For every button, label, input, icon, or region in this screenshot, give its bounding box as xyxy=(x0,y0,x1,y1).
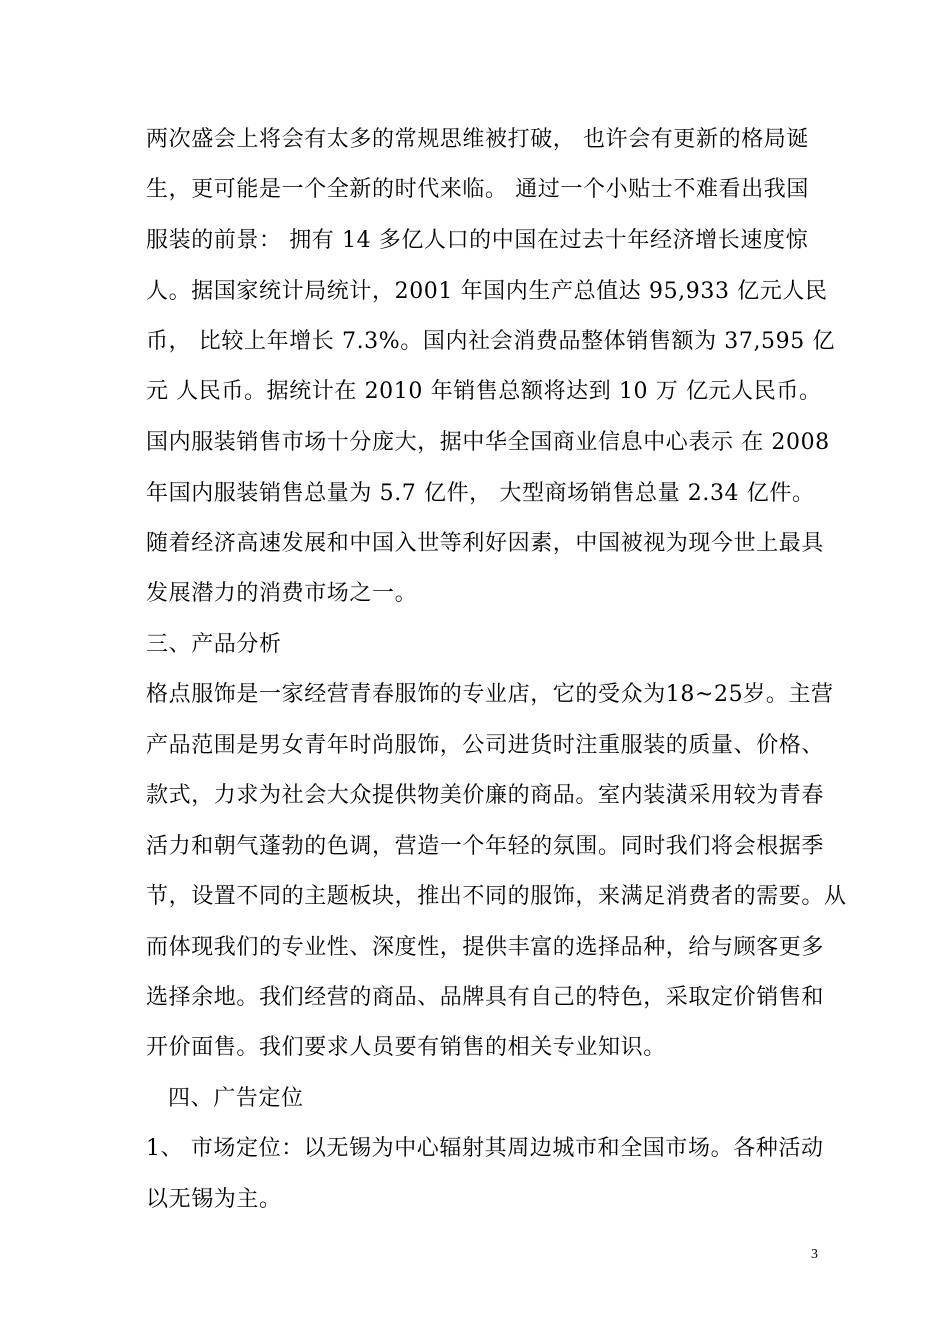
page-number: 3 xyxy=(811,1247,818,1262)
paragraph-line: 开价面售。我们要求人员要有销售的相关专业知识。 xyxy=(146,1035,666,1060)
paragraph-line: 产品范围是男女青年时尚服饰，公司进货时注重服装的质量、价格、 xyxy=(146,733,825,758)
paragraph-line: 随着经济高速发展和中国入世等利好因素，中国被视为现今世上最具 xyxy=(146,531,825,556)
paragraph-line: 以无锡为主。 xyxy=(146,1187,282,1212)
paragraph-line: 款式，力求为社会大众提供物美价廉的商品。室内装潢采用较为青春 xyxy=(146,783,825,808)
paragraph-line: 选择余地。我们经营的商品、品牌具有自己的特色，采取定价销售和 xyxy=(146,985,825,1010)
paragraph-line: 元 人民币。据统计在 2010 年销售总额将达到 10 万 亿元人民币。 xyxy=(146,379,822,404)
paragraph-line: 节，设置不同的主题板块，推出不同的服饰，来满足消费者的需要。从 xyxy=(146,884,847,909)
paragraph-line: 格点服饰是一家经营青春服饰的专业店，它的受众为18~25岁。主营 xyxy=(146,682,834,707)
paragraph-line: 币， 比较上年增长 7.3%。国内社会消费品整体销售额为 37,595 亿 xyxy=(146,329,836,354)
paragraph-line: 人。据国家统计局统计，2001 年国内生产总值达 95,933 亿元人民 xyxy=(146,279,828,304)
section-heading-ad-positioning: 四、广告定位 xyxy=(168,1086,304,1111)
paragraph-line: 年国内服装销售总量为 5.7 亿件， 大型商场销售总量 2.34 亿件。 xyxy=(146,481,815,506)
paragraph-line: 活力和朝气蓬勃的色调，营造一个年轻的氛围。同时我们将会根据季 xyxy=(146,834,825,859)
paragraph-line: 服装的前景： 拥有 14 多亿人口的中国在过去十年经济增长速度惊 xyxy=(146,228,809,253)
paragraph-line: 1、 市场定位：以无锡为中心辐射其周边城市和全国市场。各种活动 xyxy=(146,1136,824,1161)
paragraph-line: 国内服装销售市场十分庞大，据中华全国商业信息中心表示 在 2008 xyxy=(146,430,830,455)
paragraph-line: 而体现我们的专业性、深度性，提供丰富的选择品种，给与顾客更多 xyxy=(146,935,825,960)
section-heading-product-analysis: 三、产品分析 xyxy=(146,632,282,657)
paragraph-line: 发展潜力的消费市场之一。 xyxy=(146,581,418,606)
paragraph-line: 两次盛会上将会有太多的常规思维被打破， 也许会有更新的格局诞 xyxy=(146,127,809,152)
paragraph-line: 生，更可能是一个全新的时代来临。 通过一个小贴士不难看出我国 xyxy=(146,177,809,202)
